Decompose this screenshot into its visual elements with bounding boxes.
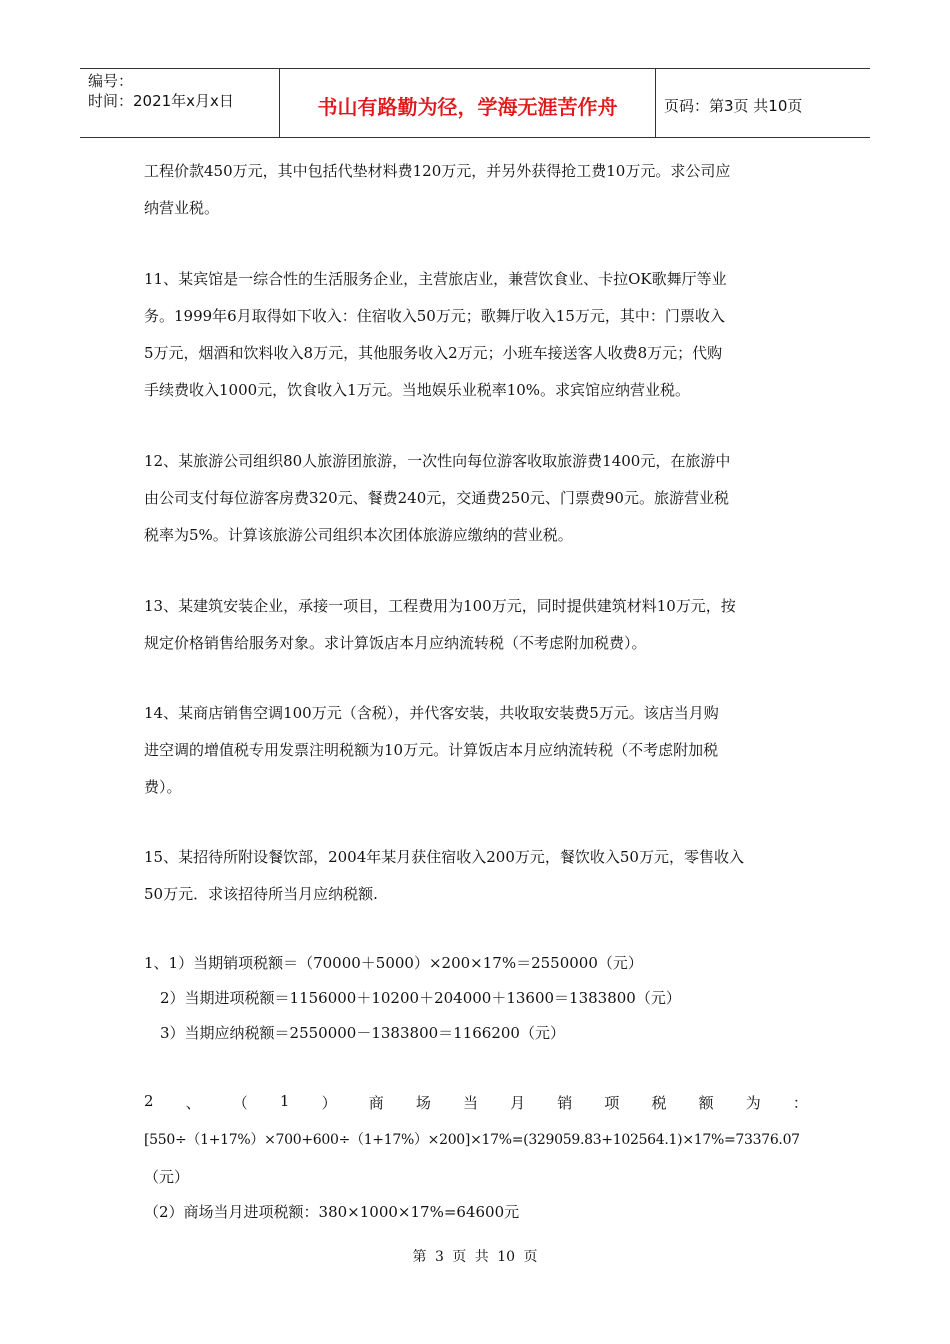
q12-line-3: 税率为5%。计算该旅游公司组织本次团体旅游应缴纳的营业税。 (144, 526, 573, 544)
q10-line-1: 工程价款450万元，其中包括代垫材料费120万元，并另外获得抢工费10万元。求公司应 (144, 162, 731, 180)
a2-heading-char: 、 (185, 1094, 201, 1112)
q14-line-1: 14、某商店销售空调100万元（含税），并代客安装，共收取安装费5万元。该店当月购 (144, 704, 719, 722)
a2-heading-char: ： (792, 1094, 808, 1112)
a2-heading-char: 为 (745, 1094, 761, 1112)
q15-line-2: 50万元．求该招待所当月应纳税额. (144, 885, 378, 903)
q12-line-2: 由公司支付每位游客房费320元、餐费240元，交通费250元、门票费90元。旅游营业税 (144, 489, 729, 507)
a2-heading-char: 商 (368, 1094, 384, 1112)
a2-heading-char: 销 (557, 1094, 573, 1112)
answer-1-step-1: 1、1）当期销项税额＝（70000＋5000）×200×17%＝2550000（元） (144, 954, 643, 972)
a2-heading-char: 额 (698, 1094, 714, 1112)
answer-1-step-3: 3）当期应纳税额＝2550000－1383800＝1166200（元） (160, 1024, 565, 1042)
q15-line-1: 15、某招待所附设餐饮部，2004年某月获住宿收入200万元，餐饮收入50万元，零售收入 (144, 848, 744, 866)
a2-heading-char: 项 (604, 1094, 620, 1112)
time-label: 时间：2021年x月x日 (88, 92, 234, 110)
answer-2-formula: [550÷（1+17%）×700+600÷（1+17%）×200]×17%=(329059.83+102564.1)×17%=73376.07 (144, 1132, 800, 1148)
answer-2-heading (144, 1092, 808, 1113)
q14-line-3: 费）。 (144, 778, 182, 796)
answer-1-step-2: 2）当期进项税额＝1156000＋10200＋204000＋13600＝1383800（元） (160, 989, 681, 1007)
a2-heading-char: 2 (144, 1092, 154, 1110)
header-meta (80, 69, 280, 137)
header-page-info: 页码：第3页 共10页 (664, 96, 803, 115)
header-motto: 书山有路勤为径，学海无涯苦作舟 (280, 69, 656, 137)
q13-line-1: 13、某建筑安装企业，承接一项目，工程费用为100万元，同时提供建筑材料10万元，按 (144, 597, 736, 615)
answer-2-unit: （元） (144, 1168, 190, 1186)
q11-line-1: 11、某宾馆是一综合性的生活服务企业，主营旅店业，兼营饮食业、卡拉OK歌舞厅等业 (144, 270, 727, 288)
q12-line-1: 12、某旅游公司组织80人旅游团旅游，一次性向每位游客收取旅游费1400元，在旅游中 (144, 452, 731, 470)
a2-heading-char: 场 (415, 1094, 431, 1112)
a2-heading-char: 税 (651, 1094, 667, 1112)
a2-heading-char: 当 (462, 1094, 478, 1112)
q11-line-2: 务。1999年6月取得如下收入：住宿收入50万元；歌舞厅收入15万元，其中：门票收入 (144, 307, 725, 325)
q13-line-2: 规定价格销售给服务对象。求计算饭店本月应纳流转税（不考虑附加税费）。 (144, 634, 647, 652)
q14-line-2: 进空调的增值税专用发票注明税额为10万元。计算饭店本月应纳流转税（不考虑附加税 (144, 741, 719, 759)
a2-heading-char: 月 (510, 1094, 526, 1112)
page-footer: 第 3 页 共 10 页 (412, 1249, 538, 1265)
a2-heading-char: （ (232, 1094, 248, 1112)
a2-heading-char: ） (321, 1094, 337, 1112)
answer-2-step-2: （2）商场当月进项税额：380×1000×17%=64600元 (144, 1203, 520, 1221)
a2-heading-char: 1 (279, 1092, 290, 1110)
number-label: 编号： (88, 72, 134, 90)
q10-line-2: 纳营业税。 (144, 199, 220, 217)
q11-line-4: 手续费收入1000元，饮食收入1万元。当地娱乐业税率10%。求宾馆应纳营业税。 (144, 381, 691, 399)
q11-line-3: 5万元，烟酒和饮料收入8万元，其他服务收入2万元；小班车接送客人收费8万元；代购 (144, 344, 723, 362)
page-header (80, 68, 870, 138)
